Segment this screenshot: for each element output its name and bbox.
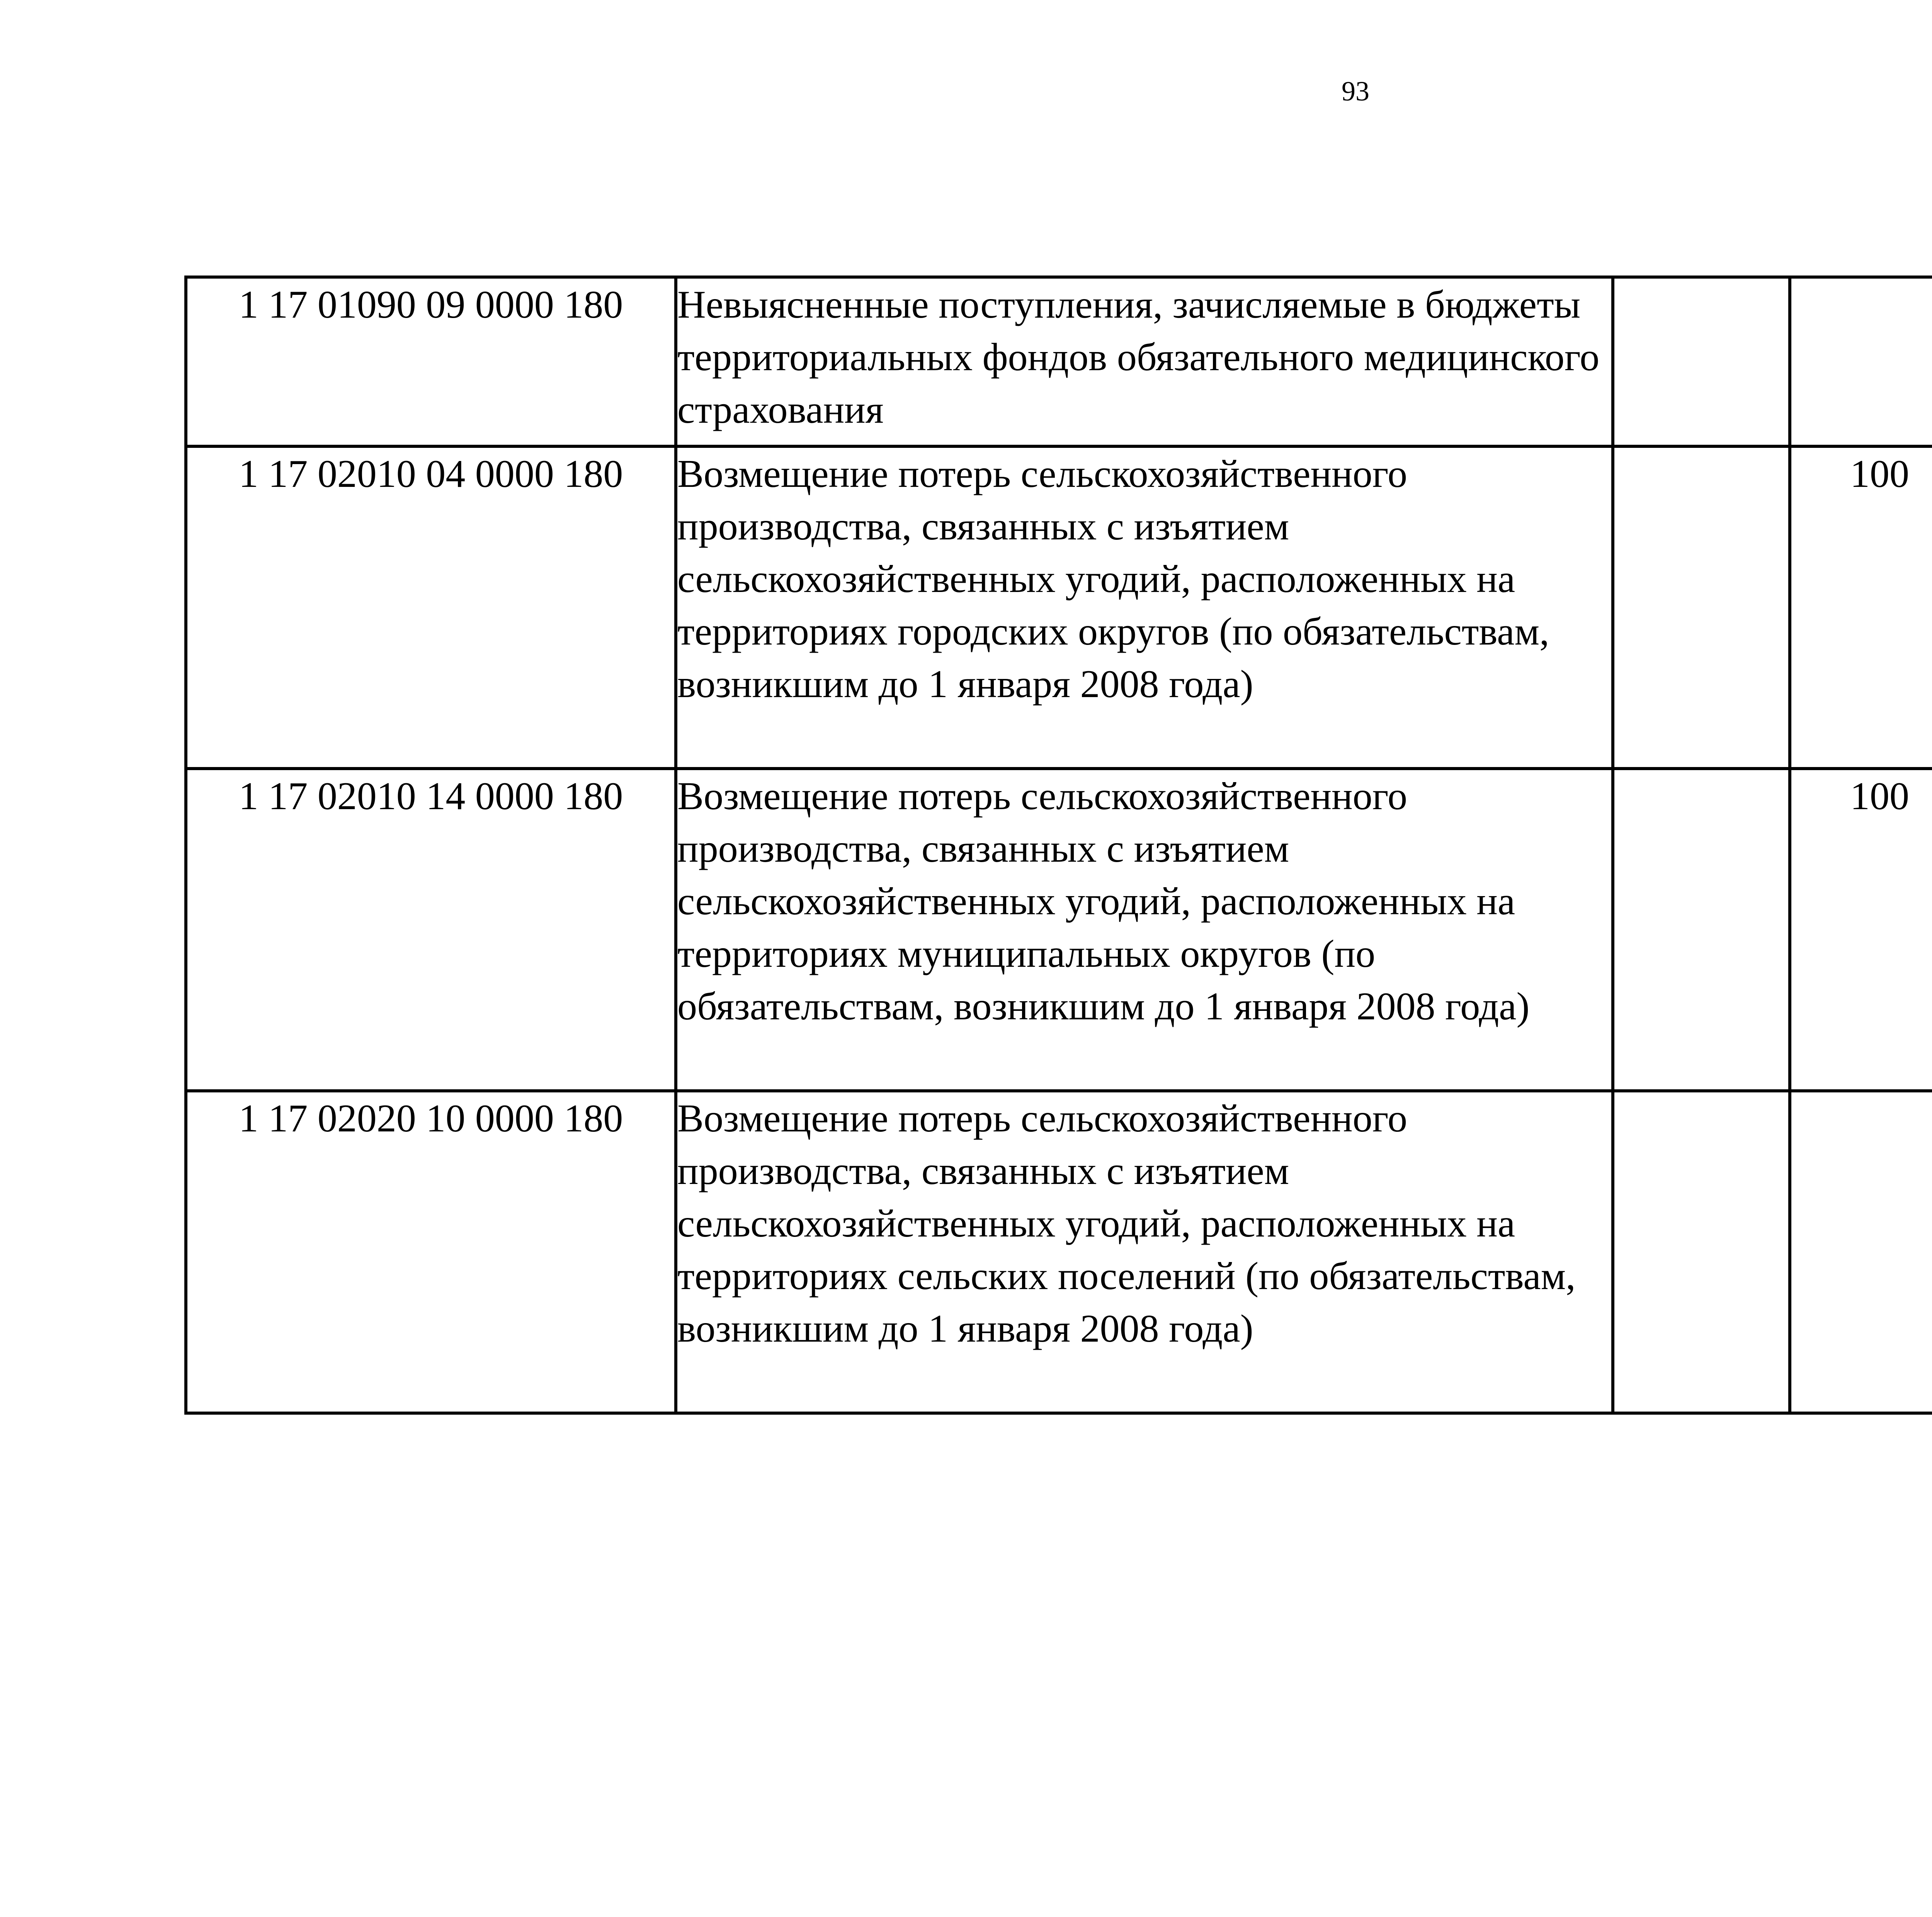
revenue-name-cell: Возмещение потерь сельскохозяйственного производства, связанных с изъятием сельскохозяйственных угодий, расположенных на территориях сельских поселений (по обязательствам, возникшим до 1 января 2008 года)	[676, 1091, 1613, 1413]
revenue-code-cell: 1 17 02010 14 0000 180	[186, 769, 676, 1091]
table-row	[186, 769, 1932, 1091]
value-cell	[1613, 277, 1790, 446]
value-cell: 100	[1790, 769, 1932, 1091]
revenue-code-cell: 1 17 02010 04 0000 180	[186, 446, 676, 769]
value-cell	[1613, 1091, 1790, 1413]
table-row	[186, 446, 1932, 769]
value-cell	[1790, 1091, 1932, 1413]
value-cell: 100	[1790, 446, 1932, 769]
value-cell	[1613, 446, 1790, 769]
table-row	[186, 277, 1932, 446]
revenue-code-cell: 1 17 02020 10 0000 180	[186, 1091, 676, 1413]
revenue-code-cell: 1 17 01090 09 0000 180	[186, 277, 676, 446]
page-number: 93	[1342, 76, 1369, 107]
revenue-name-cell: Возмещение потерь сельскохозяйственного производства, связанных с изъятием сельскохозяйственных угодий, расположенных на территориях городских округов (по обязательствам, возникшим до 1 января 2008 года)	[676, 446, 1613, 769]
table-row	[186, 1091, 1932, 1413]
budget-revenue-table	[184, 276, 1932, 1415]
value-cell	[1613, 769, 1790, 1091]
revenue-name-cell: Возмещение потерь сельскохозяйственного производства, связанных с изъятием сельскохозяйственных угодий, расположенных на территориях муниципальных округов (по обязательствам, возникшим до 1 января 2008 года)	[676, 769, 1613, 1091]
revenue-name-cell: Невыясненные поступления, зачисляемые в бюджеты территориальных фондов обязательного медицинского страхования	[676, 277, 1613, 446]
value-cell	[1790, 277, 1932, 446]
